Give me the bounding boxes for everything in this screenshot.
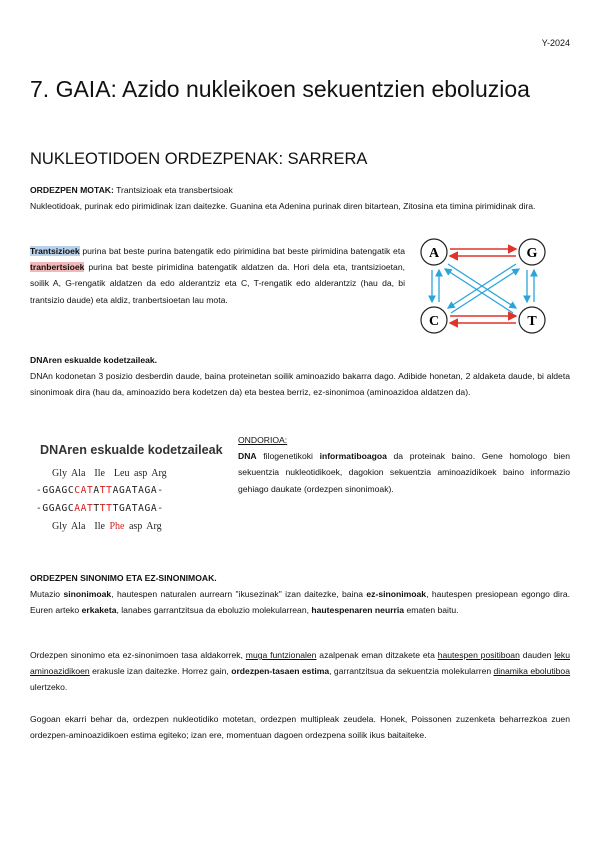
node-t-label: T [527,314,537,329]
dna-code-text: DNAn kodonetan 3 posizio desberdin daude, baina proteinetan soilik aminoazido bakarra dago. Adibide honetan, 2 aldaketa daude, bi aldeta sinonimoak dira (hau da, aminoazido bera kodetzen da) eta bestea berriz, ez-sinonimoa (aminoazidoa aldatzen da). [30,371,570,398]
substitution-diagram [408,232,558,344]
s2-hautespen-positiboan: hautespen positiboan [437,650,520,660]
s2-g: erakusle izan daitezke. Horrez gain, [89,666,232,677]
trantsizio-paragraph [30,243,405,308]
s2-k: ulertzeko. [30,682,68,693]
s1-a: Mutazio [30,589,64,600]
s1-i: ematen baitu. [404,605,459,616]
s1-g: , lanabes garrantzitsua da eboluzio molekularrean, [116,605,312,616]
aa-bottom-changed: Phe [109,521,125,532]
s2-leku-aminoazidikoen: leku aminoazidikoen [30,650,570,677]
sinonimo-paragraph-2 [30,647,570,696]
figure-title: DNAren eskualde kodetzaileak [40,443,223,457]
ondorioa-dna: DNA [238,451,257,462]
s1-c: , hautespen naturalen aurrearn "ikusezinak" izan daitezke, baina [111,589,367,600]
s3-text: Gogoan ekarri behar da, ordezpen nukleotidiko motetan, ordezpen multipleak zeudela. Honek, Poissonen zuzenketa beharrezkoa zuen ordezpen-aminoazidikoen estima egiteko; izan ere, momentuan dagoen ordezpena soilik ikus baitaiteke. [30,714,570,741]
page-title: 7. GAIA: Azido nukleikoen sekuentzien eboluzioa [30,76,530,102]
transversion-arrow-t-a [445,269,513,313]
node-g-label: G [526,246,538,261]
s2-e: dauden [519,650,555,660]
s1-e: , hautespen presiopean egongo dira. Euren arteko [30,589,570,616]
trantsizioek-highlight: Trantsizioek [30,246,80,256]
s2-c: azalpenak eman ditzakete eta [316,650,438,660]
coding-region-figure [30,435,232,547]
ordezpen-motak-paragraph [30,182,570,214]
seq2-part-d: TT [99,503,113,514]
trantsizio-text-1: purina bat beste purina batengatik edo pirimidina bat beste pirimidina batengatik eta [79,246,405,256]
seq1-part-d: TT [99,485,113,496]
page-year: Y-2024 [541,38,570,48]
sinonimo-paragraph-3 [30,711,570,743]
ondorioa-label: ONDORIOA: [238,435,288,445]
section-title: NUKLEOTIDOEN ORDEZPENAK: SARRERA [30,150,368,168]
seq2-part-b: AAT [74,503,94,514]
seq2-part-e: T [112,503,119,514]
ordezpen-motak-label: ORDEZPEN MOTAK: [30,185,114,195]
trantsizio-text-2: purina bat beste pirimidina batengatik aldatzen da. Hori dela eta, trantsizioetan, soilik A, G-rengatik aldatzen da edo alderantziz eta C, T-rengatik edo alderantziz (hau da, bi trantsizio daude) eta aldiz, tranbertsioetan lau mota. [30,262,405,305]
figure-seq-1 [36,485,164,496]
ordezpen-motak-text: Nukleotidoak, purinak edo pirimidinak izan daitezke. Guanina eta Adenina purinak diren bitartean, Zitosina eta timina pirimidinak dira. [30,201,536,212]
aa-bottom-a: Gly Ala Ile [52,521,110,532]
ordezpen-motak-label-rest: Trantsizioak eta transbertsioak [113,185,233,195]
s1-ez-sinonimoak: ez-sinonimoak [366,589,427,600]
seq1-part-f: GATAGA- [118,485,164,496]
aa-bottom-c: asp Arg [124,521,162,532]
s2-a: Ordezpen sinonimo eta ez-sinonimoen tasa aldakorrek, [30,650,246,660]
seq1-part-b: CAT [74,485,94,496]
seq1-part-a: -GGAGC [36,485,75,496]
node-a-label: A [428,246,440,261]
seq1-part-c: A [93,485,100,496]
sinonimo-heading: ORDEZPEN SINONIMO ETA EZ-SINONIMOAK. [30,573,217,583]
seq2-part-c: T [93,503,100,514]
dna-code-paragraph [30,352,570,401]
s1-erkaketa: erkaketa [81,605,117,616]
seq1-part-e: A [112,485,119,496]
s2-ordezpen-tasaen-estima: ordezpen-tasaen estima [231,666,330,677]
figure-aa-bottom [52,521,162,532]
sinonimo-paragraph-1 [30,570,570,619]
dna-code-heading: DNAren eskualde kodetzaileak. [30,355,158,365]
ondorioa-informatiboagoa: informatiboagoa [319,451,387,462]
figure-seq-2 [36,503,164,514]
seq2-part-f: GATAGA- [118,503,164,514]
ondorioa-text-1: filogenetikoki [256,451,320,462]
transversion-arrow-c-g [451,269,519,313]
s2-dinamika-ebolutiboa: dinamika ebolutiboa [493,666,570,677]
s2-muga-funtzionalen: muga funtzionalen [245,650,317,660]
s2-i: , garrantzitsua da sekuentzia molekularren [329,666,494,677]
figure-aa-top: Gly Ala Ile Leu asp Arg [52,468,167,479]
s1-sinonimoak: sinonimoak [63,589,112,600]
ondorioa-paragraph [238,432,570,497]
ondorioa-text-2: da proteinak baino. Gene homologo bien sekuentzia nukleotidikoek, dagokion sekuentzia aminoazidikoek baino informazio gehiago daukate (ordezpen sinonimoak). [238,451,570,494]
seq2-part-a: -GGAGC [36,503,75,514]
s1-hautespenaren-neurria: hautespenaren neurria [311,605,405,616]
node-c-label: C [428,314,440,329]
tranbertsioek-highlight: tranbertsioek [30,262,85,273]
